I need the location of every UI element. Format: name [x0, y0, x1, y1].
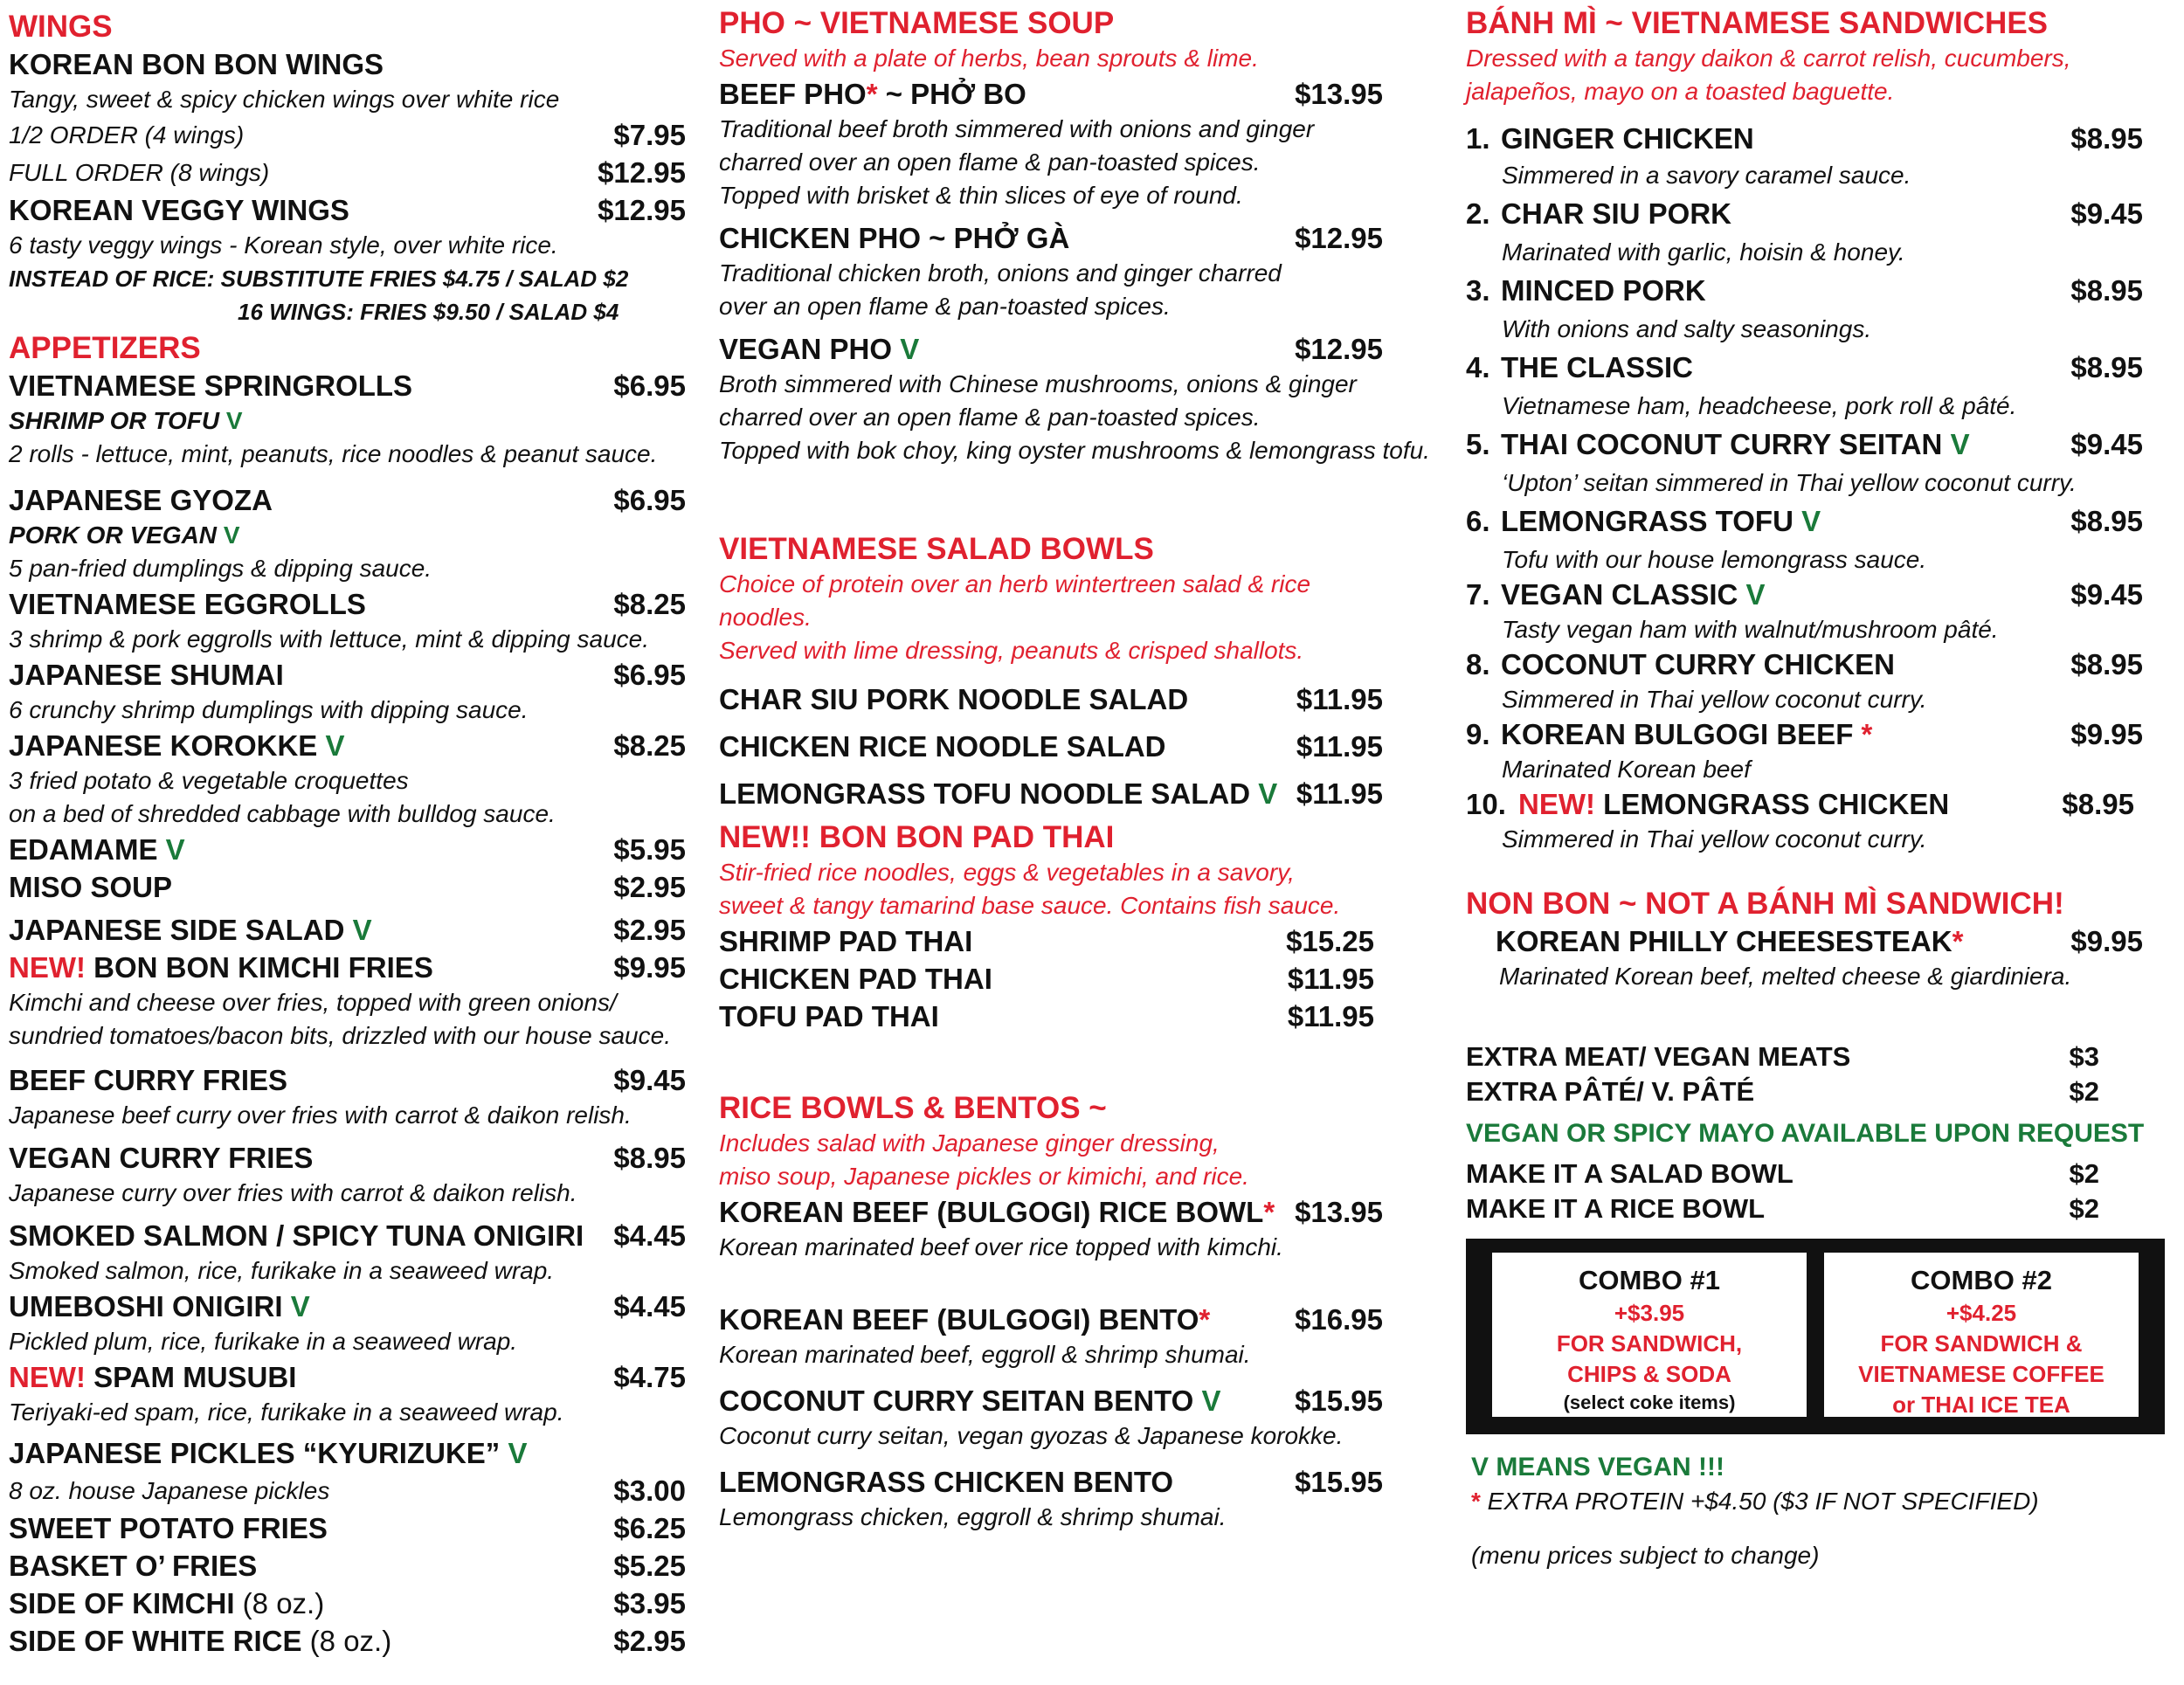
vegan-mark: V	[290, 1290, 310, 1322]
menu-item-beef-curry-fries: BEEF CURRY FRIES $9.45	[9, 1064, 686, 1096]
menu-item-basket-fries: BASKET O’ FRIES $5.25	[9, 1550, 686, 1582]
item-desc: Pickled plum, rice, furikake in a seaweed wrap.	[9, 1328, 518, 1355]
menu-item-side-kimchi: SIDE OF KIMCHI (8 oz.) $3.95	[9, 1587, 686, 1619]
combo-desc: VIETNAMESE COFFEE	[1858, 1361, 2105, 1387]
item-desc: sundried tomatoes/bacon bits, drizzled with our house sauce.	[9, 1022, 671, 1049]
item-desc: Lemongrass chicken, eggroll & shrimp shumai.	[719, 1503, 1227, 1530]
menu-item-eggrolls: VIETNAMESE EGGROLLS $8.25	[9, 588, 686, 620]
new-badge: NEW!	[9, 1361, 86, 1393]
menu-item-shumai: JAPANESE SHUMAI $6.95	[9, 659, 686, 691]
menu-item-half-order: 1/2 ORDER (4 wings) $7.95	[9, 116, 686, 154]
combo-desc: or THAI ICE TEA	[1892, 1392, 2070, 1418]
gyoza-options: PORK OR VEGAN V	[9, 521, 240, 549]
menu-item-springrolls: VIETNAMESE SPRINGROLLS $6.95	[9, 369, 686, 402]
mayo-note: VEGAN OR SPICY MAYO AVAILABLE UPON REQUEST	[1466, 1119, 2145, 1148]
list-item: 10. NEW! LEMONGRASS CHICKEN $8.95 Simmered in Thai yellow coconut curry.	[1466, 788, 2134, 853]
vegan-mark: V	[325, 729, 345, 762]
rice-subtitle: miso soup, Japanese pickles or kimichi, and rice.	[719, 1163, 1249, 1190]
item-desc: charred over an open flame & pan-toasted spices.	[719, 404, 1261, 431]
item-desc: Korean marinated beef, eggroll & shrimp shumai.	[719, 1341, 1251, 1368]
item-desc: 6 crunchy shrimp dumplings with dipping sauce.	[9, 696, 529, 723]
vegan-mark: V	[352, 914, 372, 946]
menu-item-sweet-potato-fries: SWEET POTATO FRIES $6.25	[9, 1512, 686, 1544]
menu-item-chicken-pho: CHICKEN PHO ~ PHỞ GÀ $12.95	[719, 222, 1383, 254]
pho-heading: PHO ~ VIETNAMESE SOUP	[719, 6, 1115, 40]
vegan-mark: V	[1201, 1385, 1221, 1417]
item-desc: Topped with bok choy, king oyster mushrooms & lemongrass tofu.	[719, 437, 1430, 464]
banh-mi-subtitle: Dressed with a tangy daikon & carrot relish, cucumbers,	[1466, 45, 2071, 72]
salad-subtitle: Served with lime dressing, peanuts & crisped shallots.	[719, 637, 1304, 664]
item-desc: Traditional beef broth simmered with onions and ginger	[719, 115, 1315, 142]
vegan-mark: V	[1745, 578, 1766, 611]
item-desc: charred over an open flame & pan-toasted spices.	[719, 148, 1261, 176]
item-desc: Smoked salmon, rice, furikake in a seaweed wrap.	[9, 1257, 555, 1284]
combo-desc: FOR SANDWICH,	[1556, 1330, 1743, 1357]
extra-meat: EXTRA MEAT/ VEGAN MEATS $3	[1466, 1041, 2099, 1072]
list-item: 4. THE CLASSIC $8.95 Vietnamese ham, headcheese, pork roll & pâté.	[1466, 351, 2143, 419]
vegan-legend: V MEANS VEGAN !!!	[1471, 1453, 1725, 1481]
item-desc: 5 pan-fried dumplings & dipping sauce.	[9, 555, 432, 582]
substitute-note: INSTEAD OF RICE: SUBSTITUTE FRIES $4.75 / SALAD $2	[9, 266, 629, 292]
pad-thai-heading: NEW!! BON BON PAD THAI	[719, 820, 1115, 854]
menu-item-side-rice: SIDE OF WHITE RICE (8 oz.) $2.95	[9, 1625, 686, 1657]
menu-item-umeboshi: UMEBOSHI ONIGIRI V $4.45	[9, 1290, 686, 1322]
menu-item-full-order: FULL ORDER (8 wings) $12.95	[9, 154, 686, 191]
price-disclaimer: (menu prices subject to change)	[1471, 1542, 1820, 1569]
menu-item-spam-musubi: NEW! SPAM MUSUBI $4.75	[9, 1361, 686, 1393]
menu-item-kimchi-fries: NEW! BON BON KIMCHI FRIES $9.95	[9, 951, 686, 984]
extra-pate: EXTRA PÂTÉ/ V. PÂTÉ $2	[1466, 1076, 2099, 1107]
menu-item-miso: MISO SOUP $2.95	[9, 871, 686, 903]
list-item: 7. VEGAN CLASSIC V $9.45 Tasty vegan ham with walnut/mushroom pâté.	[1466, 578, 2143, 643]
non-bon-heading: NON BON ~ NOT A BÁNH MÌ SANDWICH!	[1466, 887, 2064, 921]
combo-desc: FOR SANDWICH &	[1880, 1330, 2083, 1357]
menu-item-pickles: JAPANESE PICKLES “KYURIZUKE” V	[9, 1437, 528, 1469]
list-item: 8. COCONUT CURRY CHICKEN $8.95 Simmered in Thai yellow coconut curry.	[1466, 648, 2143, 713]
item-desc: 2 rolls - lettuce, mint, peanuts, rice noodles & peanut sauce.	[9, 440, 658, 467]
menu-item-vegan-curry-fries: VEGAN CURRY FRIES $8.95	[9, 1142, 686, 1174]
combo-2-box	[1824, 1253, 2139, 1417]
menu-item-pickles-size: 8 oz. house Japanese pickles $3.00	[9, 1474, 686, 1507]
menu-item-chicken-salad: CHICKEN RICE NOODLE SALAD $11.95	[719, 730, 1383, 763]
menu-item-bulgogi-bento: KOREAN BEEF (BULGOGI) BENTO* $16.95	[719, 1303, 1383, 1336]
menu-item-tofu-salad: LEMONGRASS TOFU NOODLE SALAD V $11.95	[719, 777, 1383, 810]
combo-title: COMBO #1	[1579, 1265, 1720, 1295]
list-item: 6. LEMONGRASS TOFU V $8.95 Tofu with our house lemongrass sauce.	[1466, 505, 2143, 573]
menu-item-chicken-pad-thai: CHICKEN PAD THAI $11.95	[719, 963, 1374, 995]
menu-item-tofu-pad-thai: TOFU PAD THAI $11.95	[719, 1000, 1374, 1032]
combo-note: (select coke items)	[1563, 1392, 1736, 1413]
rice-bowls-heading: RICE BOWLS & BENTOS ~	[719, 1091, 1107, 1125]
item-desc: Japanese beef curry over fries with carrot & daikon relish.	[9, 1101, 632, 1129]
menu-item-side-salad: JAPANESE SIDE SALAD V $2.95	[9, 914, 686, 946]
vegan-mark: V	[508, 1437, 528, 1469]
combo-desc: CHIPS & SODA	[1567, 1361, 1731, 1387]
springroll-options: SHRIMP OR TOFU V	[9, 407, 243, 434]
menu-item-shrimp-pad-thai: SHRIMP PAD THAI $15.25	[719, 925, 1374, 957]
list-item: 1. GINGER CHICKEN $8.95 Simmered in a savory caramel sauce.	[1466, 122, 2143, 189]
price: $12.95	[598, 156, 686, 189]
extra-protein-note: * EXTRA PROTEIN +$4.50 ($3 IF NOT SPECIFIED)	[1471, 1488, 2039, 1515]
vegan-mark: V	[225, 407, 243, 434]
combo-price: +$4.25	[1946, 1300, 2017, 1326]
vegan-mark: V	[1258, 777, 1278, 810]
vegan-mark: V	[223, 521, 240, 549]
pad-thai-subtitle: Stir-fried rice noodles, eggs & vegetables in a savory,	[719, 859, 1295, 886]
item-desc: Tangy, sweet & spicy chicken wings over white rice	[9, 86, 560, 113]
menu-item-charsiu-salad: CHAR SIU PORK NOODLE SALAD $11.95	[719, 683, 1383, 715]
menu-item-lemongrass-bento: LEMONGRASS CHICKEN BENTO $15.95	[719, 1466, 1383, 1498]
item-desc: Traditional chicken broth, onions and ginger charred	[719, 259, 1282, 287]
banh-mi-list	[1466, 119, 2143, 856]
item-desc: 3 shrimp & pork eggrolls with lettuce, mint & dipping sauce.	[9, 625, 650, 653]
list-item: 3. MINCED PORK $8.95 With onions and salty seasonings.	[1466, 274, 2143, 342]
rice-subtitle: Includes salad with Japanese ginger dressing,	[719, 1129, 1220, 1157]
item-desc: Kimchi and cheese over fries, topped with green onions/	[9, 989, 617, 1016]
new-badge: NEW!	[9, 951, 86, 984]
item-desc: on a bed of shredded cabbage with bulldog sauce.	[9, 800, 556, 827]
menu-item-edamame: EDAMAME V $5.95	[9, 833, 686, 866]
item-desc: Korean marinated beef over rice topped with kimchi.	[719, 1233, 1283, 1260]
banh-mi-heading: BÁNH MÌ ~ VIETNAMESE SANDWICHES	[1466, 6, 2049, 40]
salad-bowl-upgrade: MAKE IT A SALAD BOWL $2	[1466, 1158, 2099, 1189]
appetizers-heading: APPETIZERS	[9, 331, 201, 365]
menu-item-seitan-bento: COCONUT CURRY SEITAN BENTO V $15.95	[719, 1385, 1383, 1417]
item-desc: 6 tasty veggy wings - Korean style, over white rice.	[9, 231, 558, 259]
menu-item-gyoza: JAPANESE GYOZA $6.95	[9, 484, 686, 516]
list-item: 5. THAI COCONUT CURRY SEITAN V $9.45 ‘Upton’ seitan simmered in Thai yellow coconut curry.	[1466, 428, 2143, 496]
price: $7.95	[613, 119, 686, 151]
combo-title: COMBO #2	[1911, 1265, 2052, 1295]
wings-heading: WINGS	[9, 10, 113, 44]
vegan-mark: V	[1801, 505, 1821, 537]
item-desc: Japanese curry over fries with carrot & daikon relish.	[9, 1179, 577, 1206]
salad-bowls-heading: VIETNAMESE SALAD BOWLS	[719, 532, 1154, 566]
item-desc: Marinated Korean beef, melted cheese & giardiniera.	[1499, 963, 2072, 990]
price: $12.95	[598, 194, 686, 226]
rice-bowl-upgrade: MAKE IT A RICE BOWL $2	[1466, 1193, 2099, 1224]
menu-item-vegan-pho: VEGAN PHO V $12.95	[719, 333, 1383, 365]
combo-panel	[1466, 1239, 2165, 1434]
item-desc: over an open flame & pan-toasted spices.	[719, 293, 1171, 320]
menu-item-bonbon-wings: KOREAN BON BON WINGS	[9, 48, 384, 80]
vegan-mark: V	[1950, 428, 1970, 460]
pad-thai-subtitle: sweet & tangy tamarind base sauce. Contains fish sauce.	[719, 892, 1341, 919]
menu-item-philly-cheesesteak: KOREAN PHILLY CHEESESTEAK* $9.95	[1496, 925, 2143, 957]
banh-mi-subtitle: jalapeños, mayo on a toasted baguette.	[1466, 78, 1895, 105]
pho-subtitle: Served with a plate of herbs, bean sprouts & lime.	[719, 45, 1259, 72]
combo-price: +$3.95	[1614, 1300, 1685, 1326]
sixteen-wings-note: 16 WINGS: FRIES $9.50 / SALAD $4	[238, 299, 619, 325]
item-desc: Topped with brisket & thin slices of eye of round.	[719, 182, 1243, 209]
vegan-mark: V	[165, 833, 185, 866]
item-desc: Coconut curry seitan, vegan gyozas & Japanese korokke.	[719, 1422, 1344, 1449]
salad-subtitle: Choice of protein over an herb wintertreen salad & rice noodles.	[719, 570, 1311, 631]
list-item: 9. KOREAN BULGOGI BEEF * $9.95 Marinated Korean beef	[1466, 718, 2143, 783]
menu-item-bulgogi-rice-bowl: KOREAN BEEF (BULGOGI) RICE BOWL* $13.95	[719, 1196, 1383, 1228]
vegan-mark: V	[900, 333, 920, 365]
item-desc: Broth simmered with Chinese mushrooms, onions & ginger	[719, 370, 1357, 397]
new-badge: NEW!	[1518, 788, 1595, 820]
list-item: 2. CHAR SIU PORK $9.45 Marinated with garlic, hoisin & honey.	[1466, 197, 2143, 266]
menu-item-veggy-wings: KOREAN VEGGY WINGS $12.95	[9, 191, 686, 229]
item-desc: 3 fried potato & vegetable croquettes	[9, 767, 409, 794]
combo-1-box	[1492, 1253, 1807, 1417]
menu-item-onigiri: SMOKED SALMON / SPICY TUNA ONIGIRI $4.45	[9, 1219, 686, 1252]
menu-item-beef-pho: BEEF PHO* ~ PHỞ BO $13.95	[719, 78, 1383, 110]
item-desc: Teriyaki-ed spam, rice, furikake in a seaweed wrap.	[9, 1398, 564, 1426]
menu-item-korokke: JAPANESE KOROKKE V $8.25	[9, 729, 686, 762]
